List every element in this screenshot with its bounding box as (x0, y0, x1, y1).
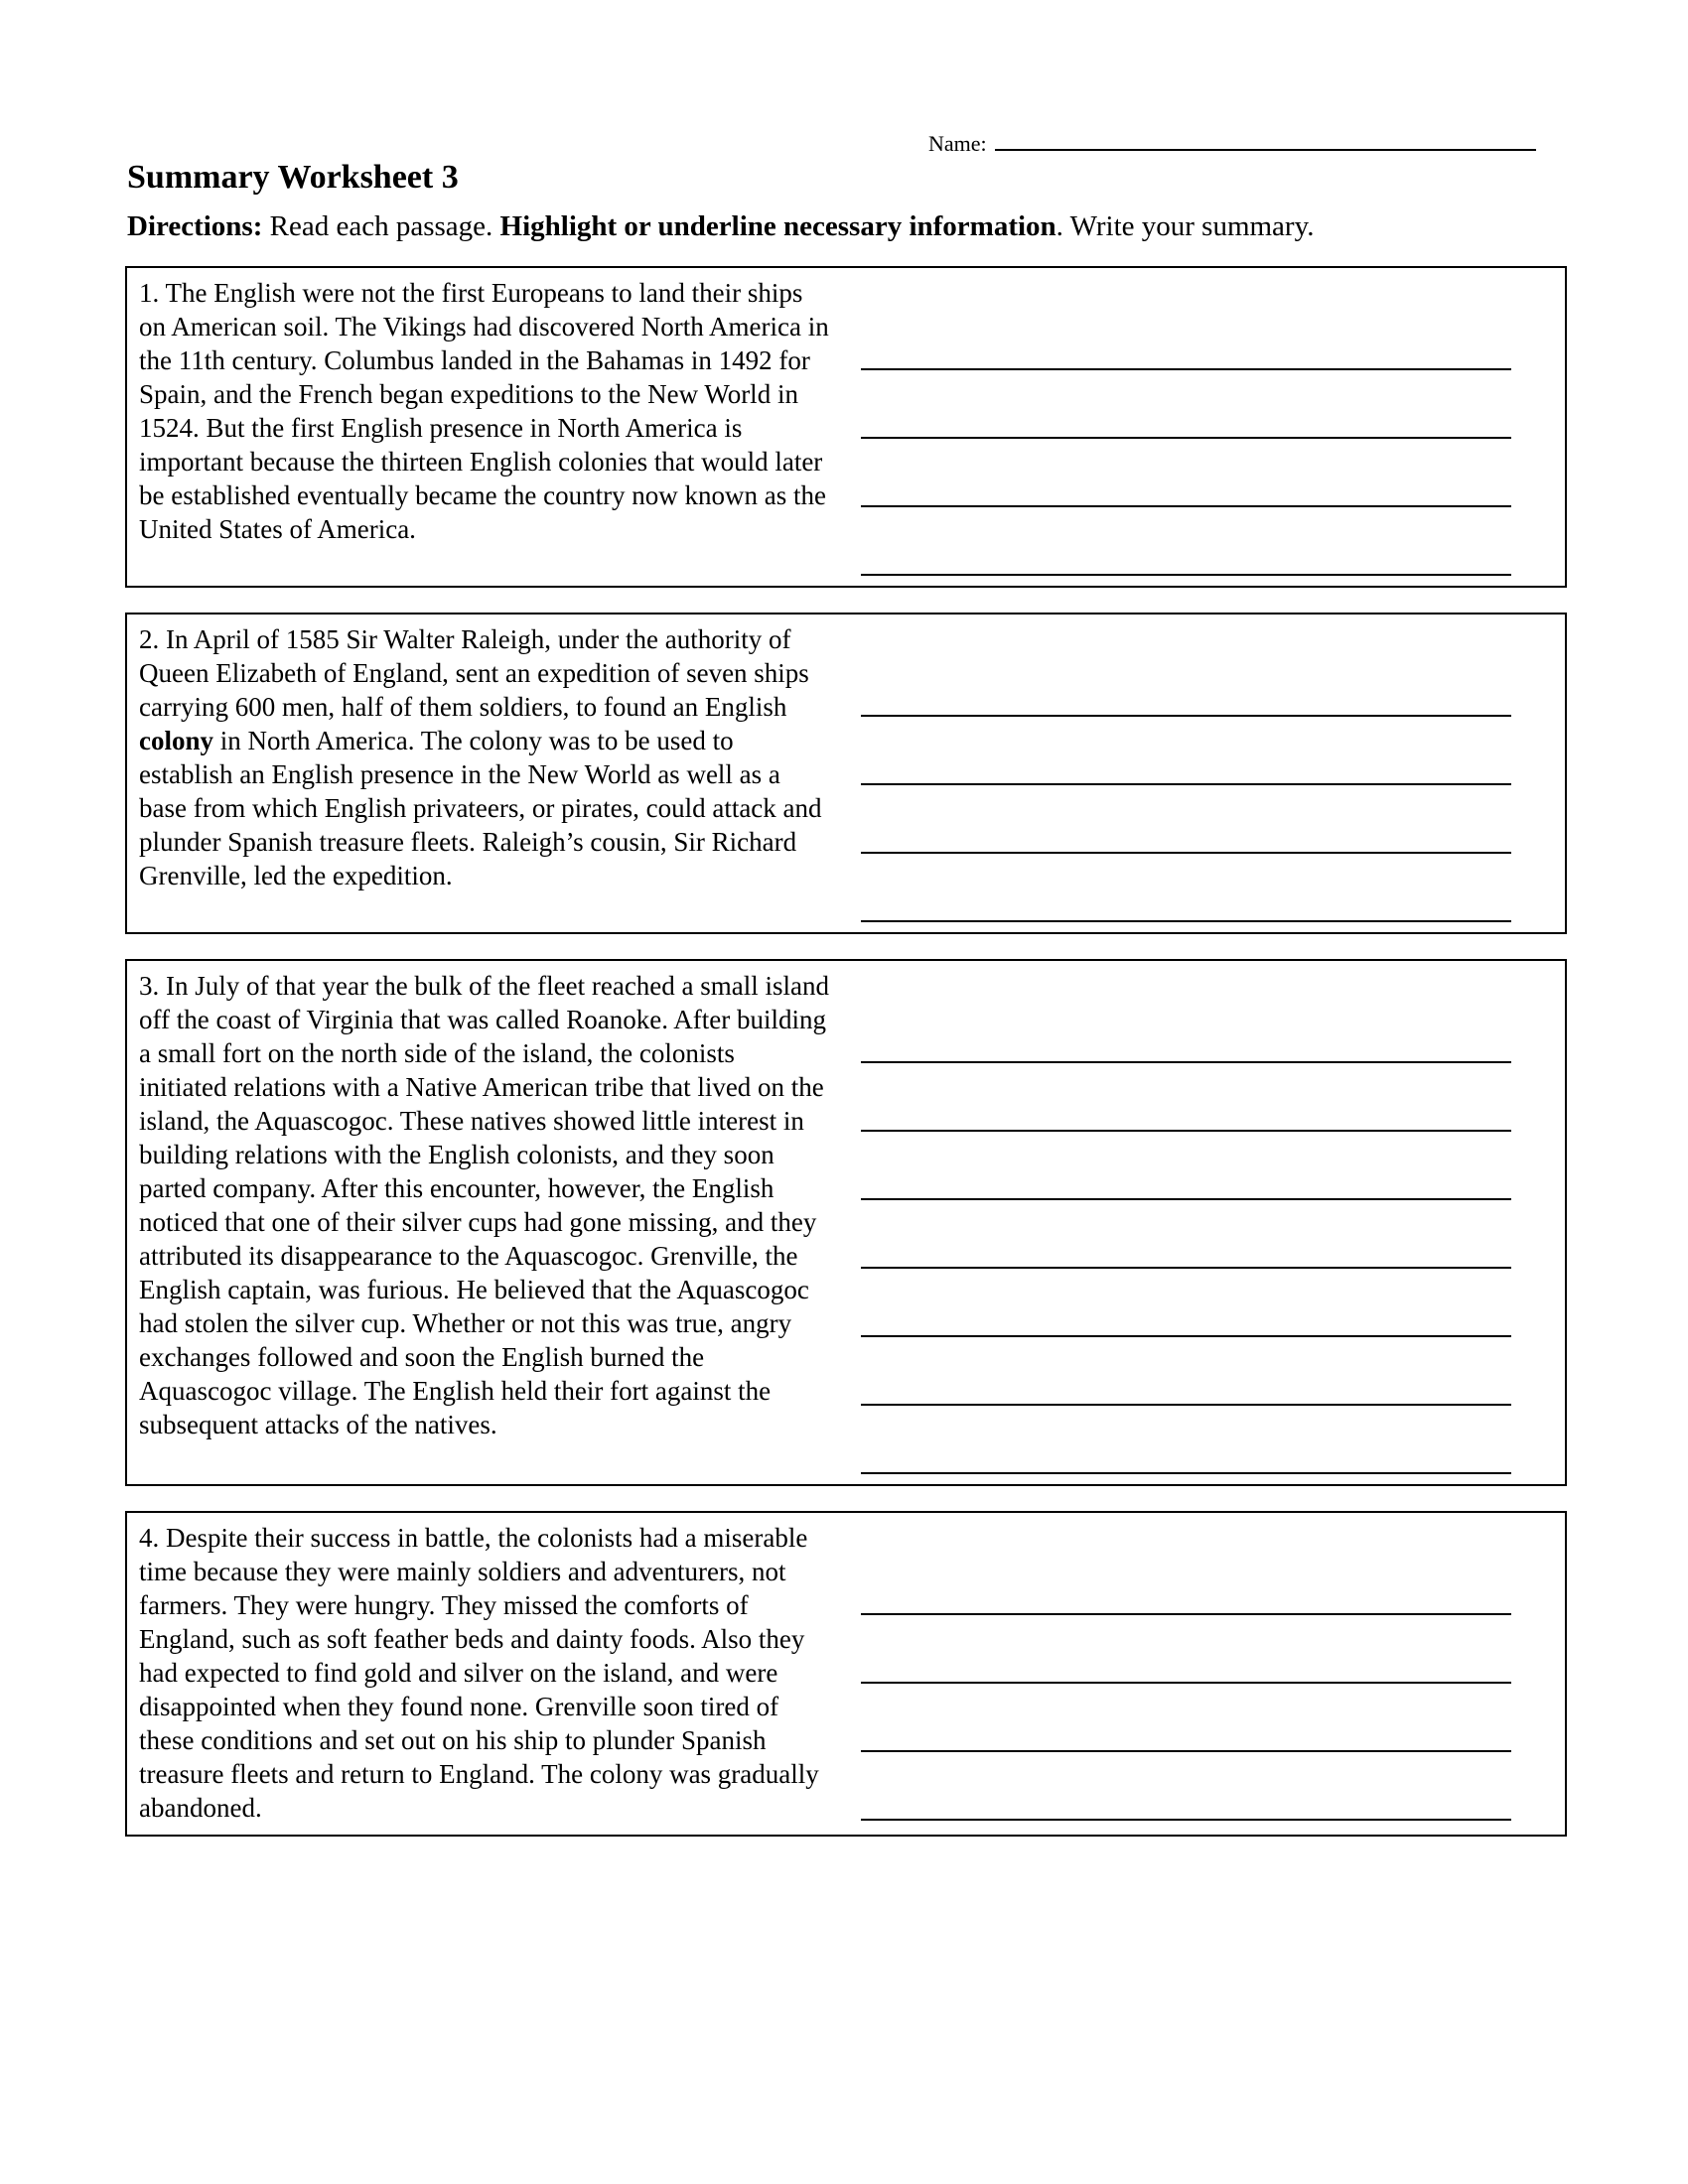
name-input-line[interactable] (995, 131, 1536, 151)
summary-line[interactable] (861, 648, 1511, 717)
summary-lines-1 (829, 276, 1553, 576)
summary-line[interactable] (861, 1684, 1511, 1752)
name-label: Name: (928, 131, 987, 156)
passage-2-pre: 2. In April of 1585 Sir Walter Raleigh, under the authority of Queen Elizabeth of England, sent an expedition of seven ships carrying 600 men, half of them soldiers, to found an English (139, 624, 809, 722)
passage-box-3 (125, 959, 1567, 1486)
name-row (928, 131, 1536, 157)
summary-line[interactable] (861, 854, 1511, 922)
summary-line[interactable] (861, 370, 1511, 439)
summary-line[interactable] (861, 302, 1511, 370)
summary-line[interactable] (861, 507, 1511, 576)
passage-box-1 (125, 266, 1567, 588)
directions (127, 210, 1577, 243)
summary-line[interactable] (861, 1615, 1511, 1684)
passage-boxes (125, 266, 1567, 1837)
page-title: Summary Worksheet 3 (127, 159, 459, 196)
summary-line[interactable] (861, 439, 1511, 507)
summary-line[interactable] (861, 717, 1511, 785)
summary-line[interactable] (861, 995, 1511, 1063)
summary-line[interactable] (861, 1063, 1511, 1132)
summary-lines-3 (829, 969, 1553, 1474)
directions-post: . Write your summary. (1055, 210, 1315, 242)
summary-line[interactable] (861, 1269, 1511, 1337)
summary-lines-4 (829, 1521, 1553, 1825)
passage-box-4 (125, 1511, 1567, 1837)
passage-2-bold: colony (139, 726, 214, 755)
summary-lines-2 (829, 622, 1553, 922)
summary-line[interactable] (861, 1406, 1511, 1474)
passage-box-2 (125, 613, 1567, 934)
summary-line[interactable] (861, 1337, 1511, 1406)
directions-bold: Highlight or underline necessary information (499, 210, 1056, 242)
summary-line[interactable] (861, 1752, 1511, 1821)
passage-text-2 (139, 622, 829, 922)
passage-text-3: 3. In July of that year the bulk of the fleet reached a small island off the coast of Virginia that was called Roanoke. After building a small fort on the north side of the island, the colonists initiated relations with a Native American tribe that lived on the island, the Aquascogoc. These natives showed little interest in building relations with the English colonists, and they soon parted company. After this encounter, however, the English noticed that one of their silver cups had gone missing, and they attributed its disappearance to the Aquascogoc. Grenville, the English captain, was furious. He believed that the Aquascogoc had stolen the silver cup. Whether or not this was true, angry exchanges followed and soon the English burned the Aquascogoc village. The English held their fort against the subsequent attacks of the natives. (139, 971, 830, 1439)
passage-2-post: in North America. The colony was to be used to establish an English presence in the New World as well as a base from which English privateers, or pirates, could attack and plunder Spanish treasure fleets. Raleigh’s cousin, Sir Richard Grenville, led the expedition. (139, 726, 822, 890)
directions-pre: Read each passage. (269, 210, 493, 242)
summary-line[interactable] (861, 1547, 1511, 1615)
summary-line[interactable] (861, 1200, 1511, 1269)
passage-text-1: 1. The English were not the first Europeans to land their ships on American soil. The Vikings had discovered North America in the 11th century. Columbus landed in the Bahamas in 1492 for Spain, and the French began expeditions to the New World in 1524. But the first English presence in North America is important because the thirteen English colonies that would later be established eventually became the country now known as the United States of America. (139, 278, 829, 544)
summary-line[interactable] (861, 785, 1511, 854)
summary-line[interactable] (861, 1132, 1511, 1200)
directions-label: Directions: (127, 210, 263, 242)
passage-text-4: 4. Despite their success in battle, the colonists had a miserable time because they were mainly soldiers and adventurers, not farmers. They were hungry. They missed the comforts of England, such as soft feather beds and dainty foods. Also they had expected to find gold and silver on the island, and were disappointed when they found none. Grenville soon tired of these conditions and set out on his ship to plunder Spanish treasure fleets and return to England. The colony was gradually abandoned. (139, 1523, 819, 1823)
